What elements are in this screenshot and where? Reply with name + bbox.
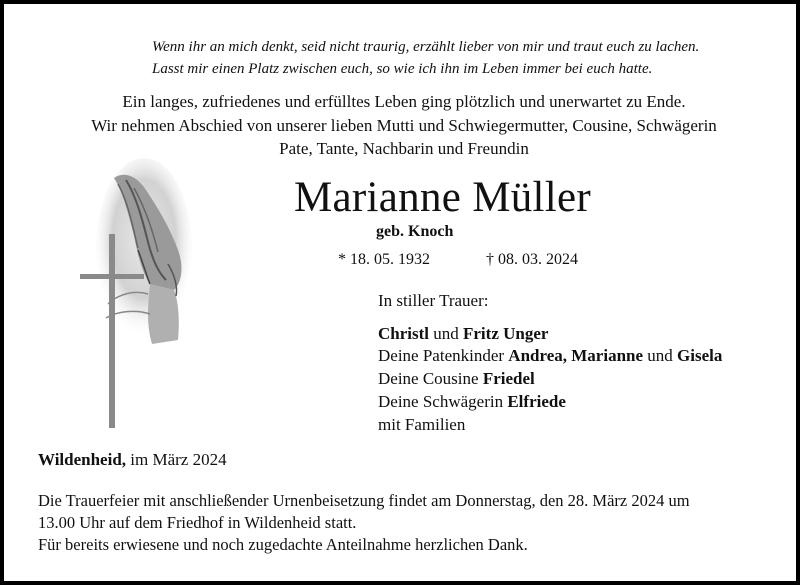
town-name: Wildenheid, (38, 450, 127, 469)
intro-line: Wir nehmen Abschied von unserer lieben Mutti und Schwiegermutter, Cousine, Schwägerin (91, 115, 717, 135)
poem-line: Lasst mir einen Platz zwischen euch, so wie ich ihn im Leben immer bei euch hatte. (152, 61, 653, 77)
mourner-row (378, 323, 722, 346)
mourner-name: Andrea, Marianne (508, 346, 644, 366)
place-date (38, 450, 227, 470)
maiden-name: geb. Knoch (376, 223, 454, 240)
funeral-line: 13.00 Uhr auf dem Friedhof in Wildenheid statt. (38, 513, 357, 532)
intro-line: Pate, Tante, Nachbarin und Freundin (279, 139, 529, 158)
mourners-heading: In stiller Trauer: (378, 291, 489, 310)
mourner-name: Gisela (677, 346, 723, 366)
death-date: † 08. 03. 2024 (486, 251, 578, 268)
intro-text (24, 90, 784, 161)
funeral-line: Die Trauerfeier mit anschließender Urnenbeisetzung findet am Donnerstag, den 28. März 2024 um (38, 491, 690, 510)
intro-line: Ein langes, zufriedenes und erfülltes Leben ging plötzlich und unerwartet zu Ende. (122, 92, 686, 111)
relation-text: Deine Patenkinder (378, 346, 509, 366)
month-text: im März 2024 (126, 450, 227, 469)
birth-date: * 18. 05. 1932 (338, 251, 430, 268)
mourner-row (378, 391, 722, 414)
poem-line: Wenn ihr an mich denkt, seid nicht traurig, erzählt lieber von mir und traut euch zu lachen. (152, 39, 700, 55)
mourner-name: Friedel (482, 369, 535, 389)
poem (152, 36, 699, 80)
connector-text: und (429, 323, 463, 343)
deceased-name: Marianne Müller (294, 174, 592, 221)
thanks-line: Für bereits erwiesene und noch zugedachte Anteilnahme herzlichen Dank. (38, 535, 528, 554)
relation-text: Deine Schwägerin (378, 391, 508, 411)
mourner-name: Elfriede (507, 391, 566, 411)
mourners-list (378, 290, 722, 436)
connector-text: und (643, 346, 678, 366)
praying-hands-cross-icon (78, 154, 198, 430)
funeral-info (38, 490, 768, 556)
mourner-name: Christl (378, 323, 429, 343)
mourner-name: Fritz Unger (463, 323, 549, 343)
mourner-row (378, 345, 722, 368)
relation-text: Deine Cousine (378, 369, 483, 389)
mourner-row (378, 368, 722, 391)
mourner-row: mit Familien (378, 414, 466, 434)
